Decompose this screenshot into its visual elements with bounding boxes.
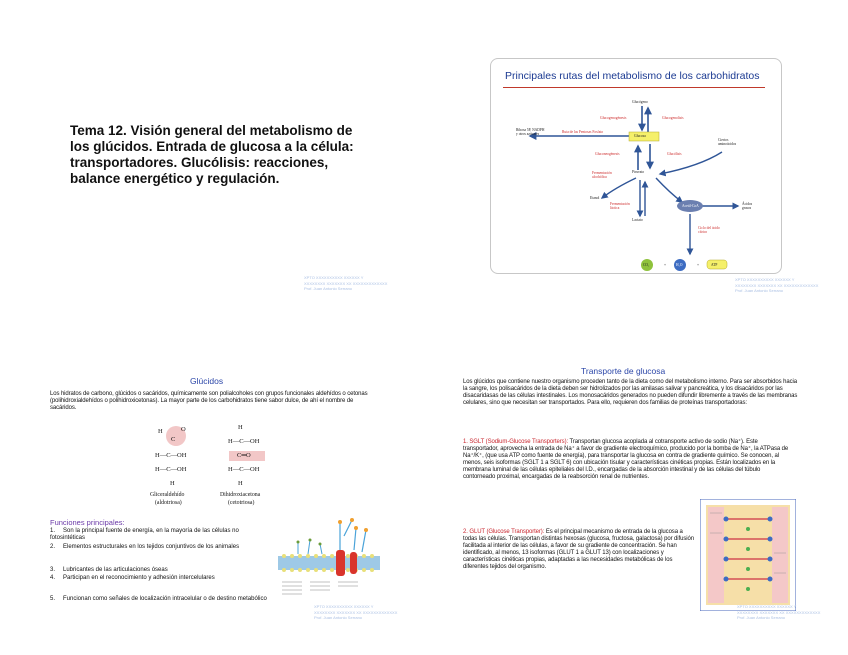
watermark-line: XPTO XXXXXXXXXX XXXXXX Y <box>737 604 797 609</box>
ket-c2: C═O <box>237 452 251 459</box>
label-gluconeogenesis: Gluconeogénesis <box>595 152 620 156</box>
label-glucogenolisis: Glucogenolisis <box>662 116 684 120</box>
ket-c1: H—C—OH <box>228 438 260 445</box>
aldehyde-name: Gliceraldehído <box>150 492 185 498</box>
watermark-4 <box>737 604 820 621</box>
watermark-line: Prof. Juan Antonio Serrano <box>735 288 784 293</box>
label-fermentacion-alcoholica: Fermentación alcohólica <box>592 171 612 180</box>
item-number: 2. <box>463 529 468 535</box>
sglt-text: Transportan glucosa acoplada al cotransporte activo de sodio (Na⁺). Este transportador, aprovecha la entrada de Na⁺ a favor de gradiente electroquímico, producido por la bomba de Na⁺, la ATPasa de Na⁺/K⁺, (que usa ATP como fuente de energía), para transportar la glucosa en contra de gradiente químico. Se conocen, al menos, seis isoformas (SGLT 1 a SGLT 6) con ubicación tisular y características cinéticas propias. Están localizados en la membrana luminal de las células epiteliales del I.D., encargadas de la absorción intestinal y de las células del túbulo contorneado proximal, encargadas de la reabsorción renal de nutrientes. <box>463 439 789 480</box>
label-etanol: Etanol <box>590 196 600 200</box>
ald-h2: H <box>170 480 175 487</box>
item-number: 1. <box>463 439 468 445</box>
label-fermentacion-lactica: Fermentación láctica <box>610 202 630 211</box>
cell-membrane-illustration <box>278 516 380 600</box>
ket-c3: H—C—OH <box>228 466 260 473</box>
slide-1-title: Tema 12. Visión general del metabolismo de los glúcidos. Entrada de glucosa a la célula: transportadores. Glucólisis: reacciones, balance energético y regulación. <box>70 123 354 186</box>
function-text: Participan en el reconocimiento y adhesión intercelulares <box>63 575 215 581</box>
watermark-1 <box>304 275 387 292</box>
watermark-line: XPTO XXXXXXXXXX XXXXXX Y <box>304 275 364 280</box>
slide-3-intro: Los hidratos de carbono, glúcidos o sacáridos, químicamente son polialcoholes con grupos funcionales aldehídos o cetonas (polihidroxialdehídos o polihidroxicetonas). La mayor parte de los carbohidratos tiene sabor dulce, de ahí el nombre de sacáridos. <box>50 391 368 411</box>
function-text: Lubricantes de las articulaciones óseas <box>63 567 168 573</box>
function-number: 5. <box>50 596 56 602</box>
function-item <box>50 575 272 582</box>
function-text: Funcionan como señales de localización intracelular o de destino metabólico <box>63 596 267 602</box>
slide-3-title: Glúcidos <box>190 376 224 386</box>
function-number: 2. <box>50 544 56 550</box>
slide-2-title: Principales rutas del metabolismo de los carbohidratos <box>505 70 760 82</box>
ald-h: H <box>158 428 163 435</box>
label-otros-aminoacidos: Ciertos aminoácidos <box>718 138 737 147</box>
label-plus-2: + <box>697 263 700 267</box>
label-glucosa: Glucosa <box>634 134 646 138</box>
sglt-heading: SGLT (Sodium-Glucose Transporters): <box>469 439 569 445</box>
label-via-pentosas: Ruta de las Pentosas Fosfato <box>562 130 604 134</box>
arrow-ethanol <box>602 178 636 198</box>
function-item <box>50 528 272 542</box>
watermark-line: XXXXXXXX XXXXXXX XX XXXXXXXXXXXXX <box>735 282 819 288</box>
transporter-item-glut <box>463 529 695 571</box>
label-co2: CO₂ <box>643 263 650 267</box>
carbohydrate-pathway-diagram <box>490 88 782 274</box>
function-number: 4. <box>50 575 56 581</box>
label-acidos-grasos: Ácidos grasos <box>742 202 753 211</box>
label-ciclo-krebs: Ciclo del ácido cítrico <box>698 226 720 235</box>
functions-title: Funciones principales: <box>50 518 125 527</box>
watermark-line: XPTO XXXXXXXXXX XXXXXX Y <box>735 277 795 282</box>
intestinal-epithelium-illustration <box>700 499 796 611</box>
glut-text: Es el principal mecanismo de entrada de la glucosa a todas las células. Transportan distintas hexosas (glucosa, fructosa, galactosa) por difusión facilitada al interior de las células, a favor de su gradiente de concentración. Se han identificado, al menos, 13 isoformas (GLUT 1 a GLUT 13) con localizaciones y características cinéticas propias, adaptadas a las necesidades metabólicas de los diferentes tejidos del organismo. <box>463 529 694 570</box>
ald-c2: H—C—OH <box>155 452 187 459</box>
transporter-item-sglt <box>463 439 790 481</box>
function-item <box>50 567 272 574</box>
function-text: Elementos estructurales en los tejidos conjuntivos de los animales <box>63 544 240 550</box>
ald-o: O <box>181 426 186 433</box>
watermark-line: XXXXXXXX XXXXXXX XX XXXXXXXXXXXXX <box>304 280 388 286</box>
ket-h: H <box>238 424 243 431</box>
watermark-line: Prof. Juan Antonio Serrano <box>314 615 363 620</box>
glut-heading: GLUT (Glucose Transporter): <box>469 529 545 535</box>
watermark-line: Prof. Juan Antonio Serrano <box>304 286 353 291</box>
watermark-2 <box>735 277 818 294</box>
label-h2o: H₂O <box>676 263 683 267</box>
function-text: Son la principal fuente de energía, en la mayoría de las células no fotosintéticas <box>50 528 239 541</box>
slide-4-title: Transporte de glucosa <box>581 366 666 376</box>
label-lactato: Lactato <box>632 218 643 222</box>
label-glucolisis: Glucólisis <box>667 152 682 156</box>
label-atp: ATP <box>711 263 718 267</box>
label-piruvato: Piruvato <box>632 170 645 174</box>
watermark-line: XXXXXXXX XXXXXXX XX XXXXXXXXXXXXX <box>737 609 821 615</box>
label-glucogenogenesis: Glucogenogénesis <box>600 116 627 120</box>
watermark-line: XXXXXXXX XXXXXXX XX XXXXXXXXXXXXX <box>314 609 398 615</box>
ketone-name: Dihidroxiacetona <box>220 492 261 498</box>
aldehyde-type: (aldotriosa) <box>155 500 182 506</box>
function-number: 3. <box>50 567 56 573</box>
label-plus-1: + <box>664 263 667 267</box>
watermark-3 <box>314 604 397 621</box>
ket-h2: H <box>238 480 243 487</box>
slide-4-intro: Los glúcidos que contiene nuestro organismo proceden tanto de la dieta como del metabolismo interno. Para ser absorbidos hacia la sangre, los polisacáridos de la dieta deben ser hidrolizados por las amilasas salivar y pancreática, y los disacáridos por las disacaridasas de las células intestinales. Los monosacáridos generados no pueden difundir libremente a través de las membranas celulares, sino que necesitan ser transportados. Para ello, requieren dos familias de proteínas transportadoras: <box>463 379 798 406</box>
function-item <box>50 544 272 551</box>
function-number: 1. <box>50 528 56 534</box>
ald-c1: C <box>171 436 176 443</box>
function-item <box>50 596 272 603</box>
label-acetil-coa: Acetil-CoA <box>682 204 699 208</box>
arrow-acetyl-coa <box>656 178 682 202</box>
watermark-line: XPTO XXXXXXXXXX XXXXXX Y <box>314 604 374 609</box>
watermark-line: Prof. Juan Antonio Serrano <box>737 615 786 620</box>
label-glucogeno: Glucógeno <box>632 100 648 104</box>
ketone-type: (cetotriosa) <box>228 500 255 506</box>
label-ribosa: Ribosa 5P, NADPH y otros azúcares <box>516 128 545 137</box>
ald-c3: H—C—OH <box>155 466 187 473</box>
